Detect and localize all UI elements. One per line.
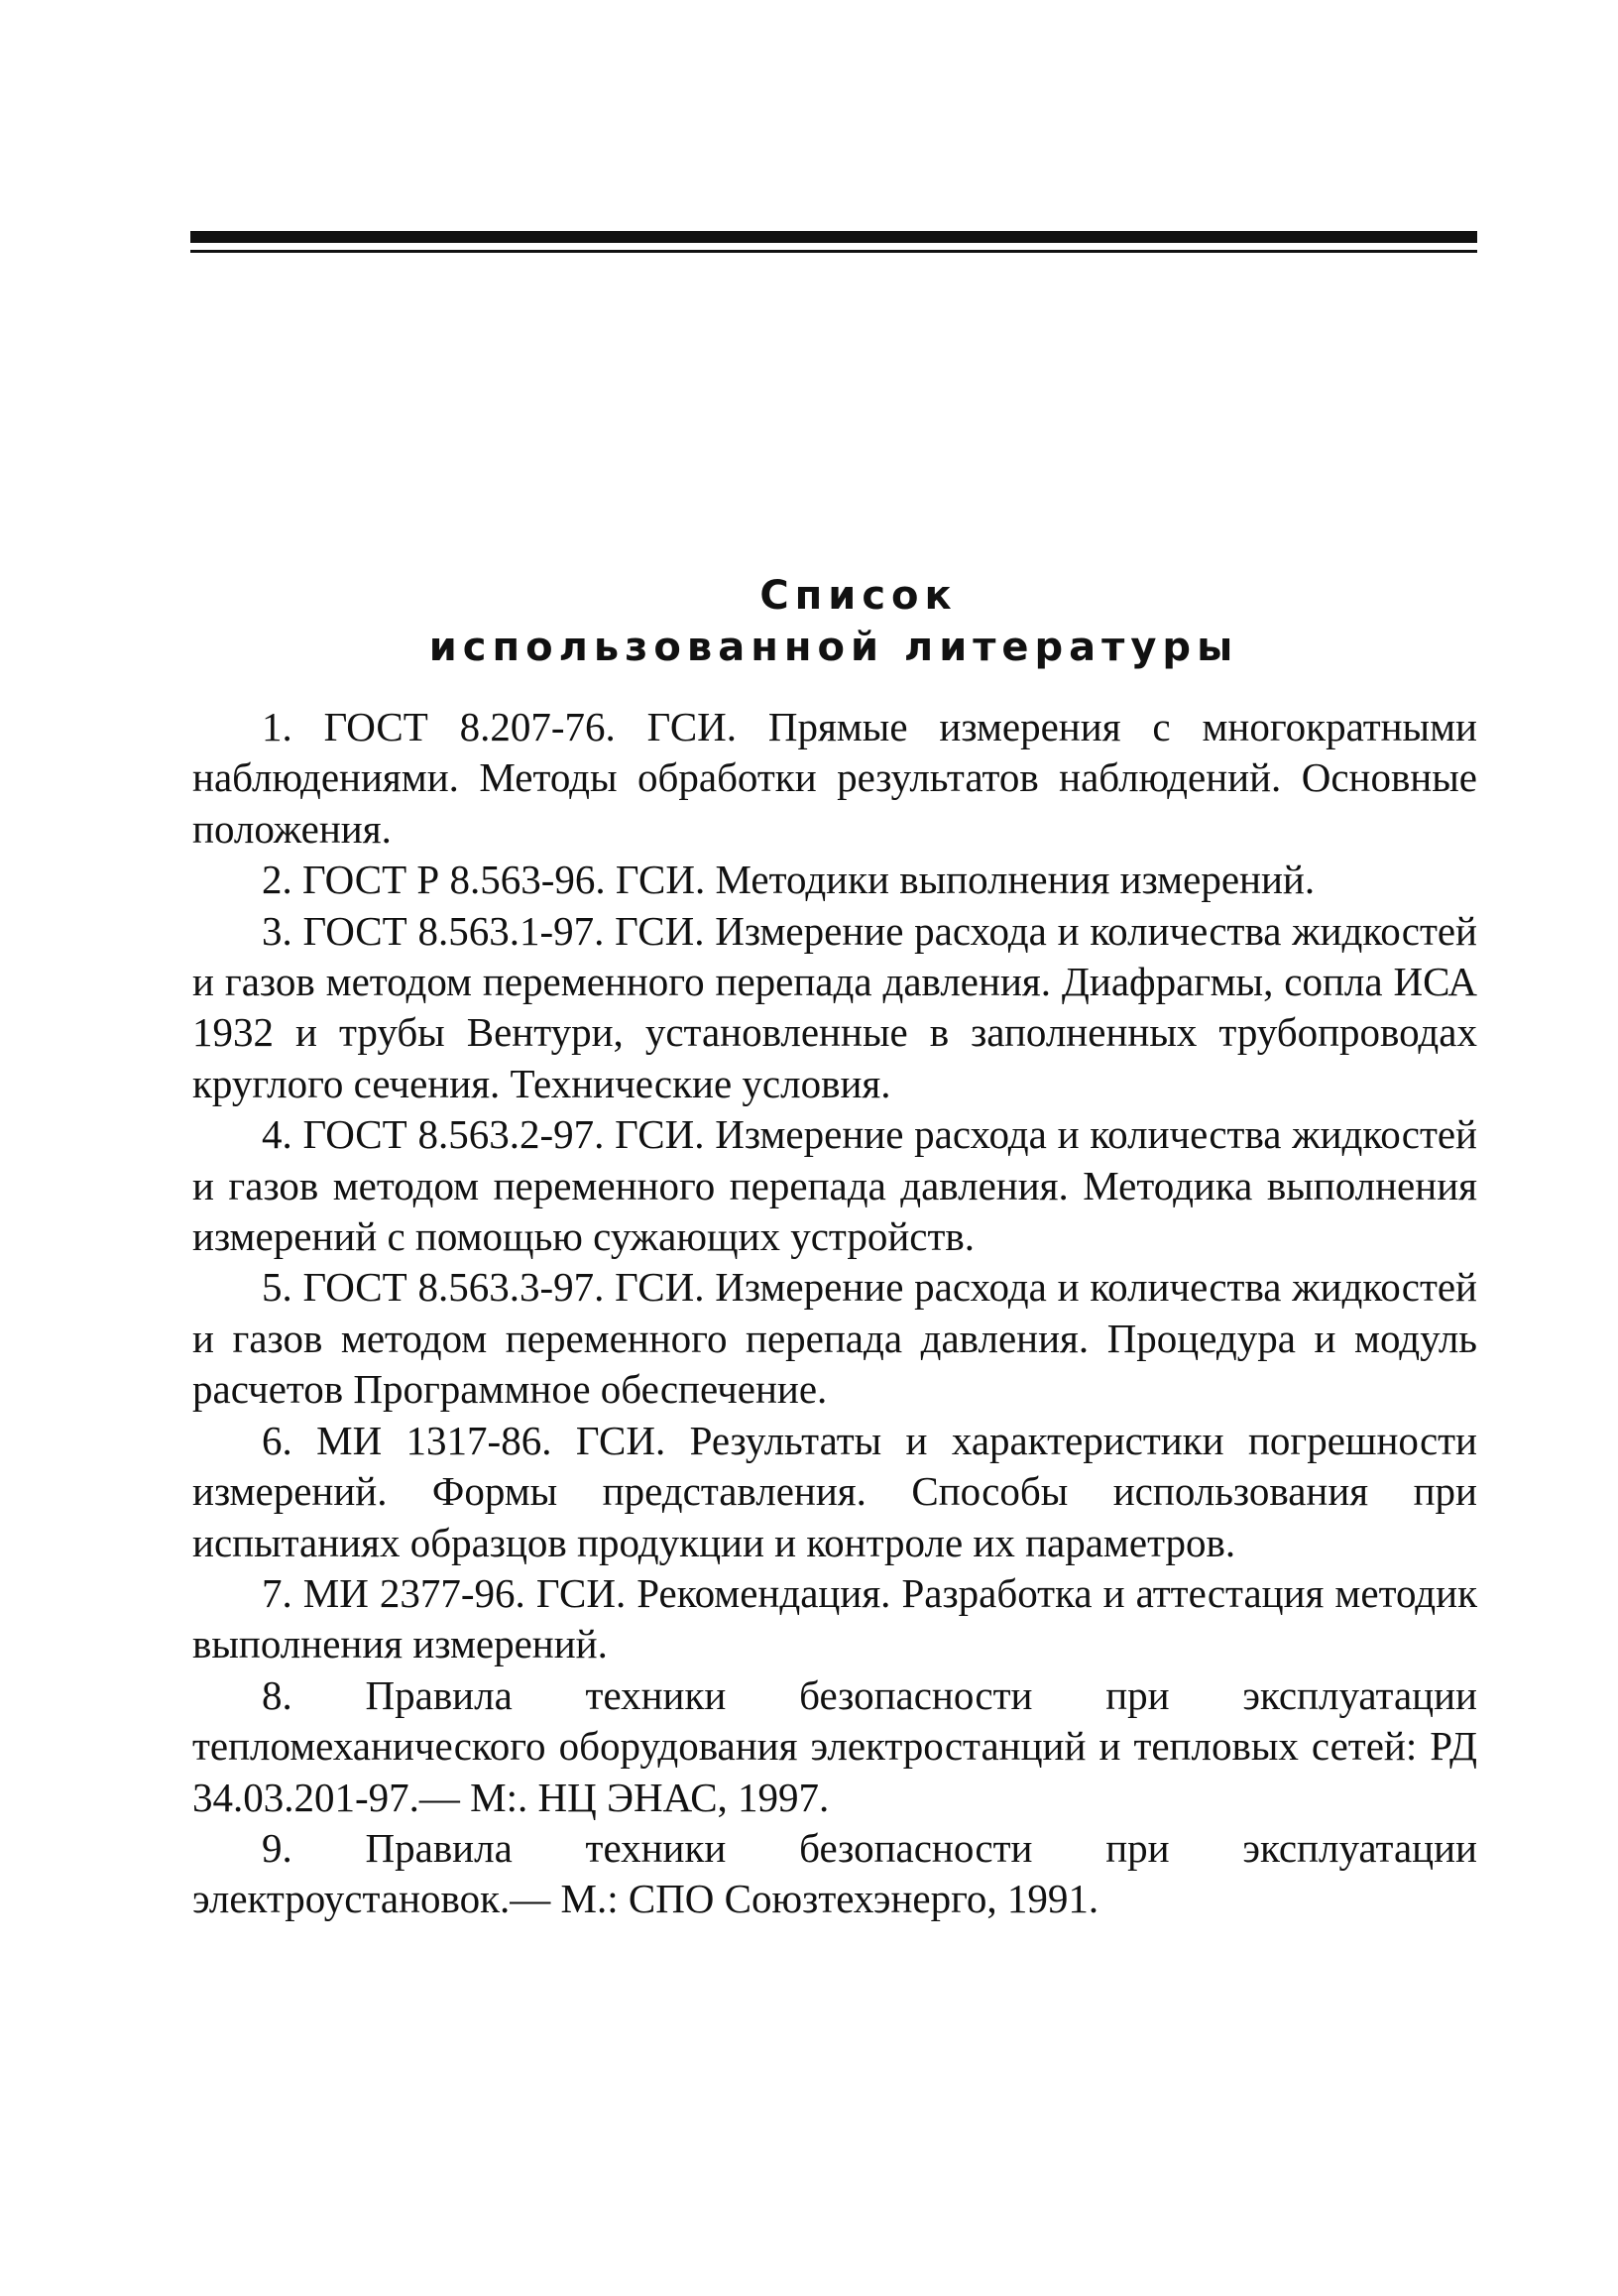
header-rule-thin — [190, 250, 1477, 253]
reference-item-4: 4. ГОСТ 8.563.2-97. ГСИ. Измерение расхода и количества жидкостей и газов методом переменного перепада давления. Методика выполнения измерений с помощью сужающих устройств. — [192, 1111, 1477, 1260]
reference-item-1: 1. ГОСТ 8.207-76. ГСИ. Прямые измерения с многократными наблюдениями. Методы обработки результатов наблюдений. Основные положения. — [192, 704, 1477, 852]
reference-item-7: 7. МИ 2377-96. ГСИ. Рекомендация. Разработка и аттестация методик выполнения измерений. — [192, 1569, 1477, 1667]
reference-item-9: 9. Правила техники безопасности при эксплуатации электроустановок.— М.: СПО Союзтехэнерго, 1991. — [192, 1824, 1477, 1922]
header-rule-thick — [190, 231, 1477, 243]
reference-item-3: 3. ГОСТ 8.563.1-97. ГСИ. Измерение расхода и количества жидкостей и газов методом переменного перепада давления. Диафрагмы, сопла ИСА 1932 и трубы Вентури, установленные в заполненных трубопроводах круглого сечения. Технические условия. — [192, 907, 1477, 1106]
reference-item-2: 2. ГОСТ Р 8.563-96. ГСИ. Методики выполнения измерений. — [262, 857, 1316, 903]
section-title — [190, 570, 1477, 673]
reference-item-5: 5. ГОСТ 8.563.3-97. ГСИ. Измерение расхода и количества жидкостей и газов методом переменного перепада давления. Процедура и модуль расчетов Программное обеспечение. — [192, 1264, 1477, 1413]
section-title-line-2: использованной литературы — [428, 625, 1239, 670]
reference-item-6: 6. МИ 1317-86. ГСИ. Результаты и характеристики погрешности измерений. Формы представления. Способы использования при испытаниях образцов продукции и контроле их параметров. — [192, 1417, 1477, 1565]
section-title-line-1: Список — [759, 573, 958, 619]
reference-list — [192, 702, 1477, 1925]
reference-item-8: 8. Правила техники безопасности при эксплуатации тепломеханического оборудования электростанций и тепловых сетей: РД 34.03.201-97.— М:. НЦ ЭНАС, 1997. — [192, 1671, 1477, 1820]
